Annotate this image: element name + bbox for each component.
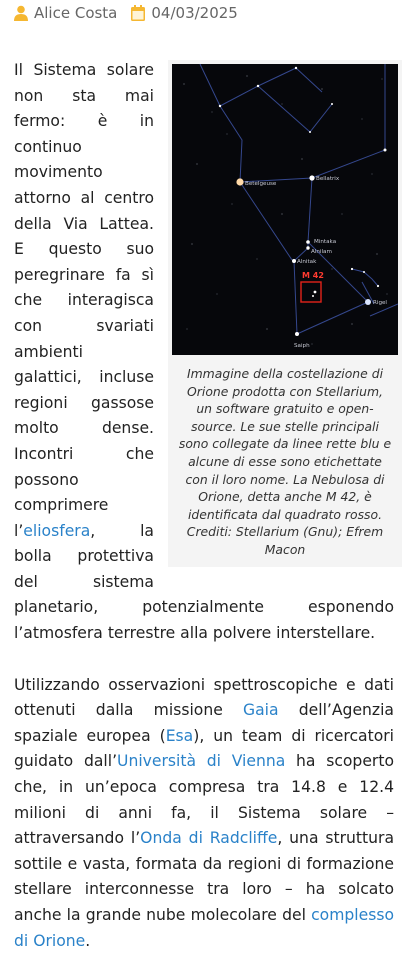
calendar-icon	[131, 5, 145, 21]
author-link[interactable]: Alice Costa	[34, 4, 118, 22]
paragraph-2	[14, 673, 394, 955]
p1-text-b: , la bolla protettiva del sistema planetario, potenzialmente esponendo l’atmosfera terrestre alla polvere interstellare.	[14, 521, 394, 643]
label-alnilam: Alnilam	[311, 249, 332, 255]
orion-complex-link[interactable]: complesso di Orione	[14, 906, 394, 950]
esa-link[interactable]: Esa	[165, 726, 194, 745]
p1-text-a: Il Sistema solare non sta mai fermo: è in continuo movimento attorno al centro della Via Lattea. E questo suo peregrinare fa sì che interagisca con svariati ambienti galattici, incluse regioni gassose molto dense. Incontri che possono comprimere l’	[14, 61, 154, 540]
gaia-link[interactable]: Gaia	[243, 701, 279, 720]
article-body	[14, 58, 394, 980]
radcliffe-wave-link[interactable]: Onda di Radcliffe	[140, 829, 278, 848]
figure-caption: Immagine della costellazione di Orione prodotta con Stellarium, un software gratuito e open-source. Le sue stelle principali sono collegate da linee rette blu e alcune di esse sono etichettate con il loro nome. La Nebulosa di Orione, detta anche M 42, è identificata dal quadrato rosso. Crediti: Stellarium (Gnu); Efrem Macon	[178, 366, 392, 557]
label-mintaka: Mintaka	[314, 239, 337, 245]
label-saiph: Saiph	[294, 343, 310, 349]
p2-text-6: .	[85, 931, 91, 950]
label-m42: M 42	[302, 271, 324, 280]
label-alnitak: Alnitak	[297, 259, 317, 265]
vienna-university-link[interactable]: Università di Vienna	[117, 752, 286, 771]
p2-text-2: dell’Agenzia spaziale europea (	[14, 701, 394, 745]
p2-text-3: ), un team di ricercatori guidato dall’	[14, 726, 394, 771]
label-rigel: Rigel	[373, 300, 387, 306]
p2-text-1: Utilizzando osservazioni spettroscopiche e dati ottenuti dalla missione	[14, 675, 394, 720]
eliosfera-link[interactable]: eliosfera	[23, 521, 91, 540]
orion-figure	[168, 60, 402, 567]
orion-constellation-image[interactable]	[172, 64, 398, 355]
p2-text-4: ha scoperto che, in un’epoca compresa tra 14.8 e 12.4 milioni di anni fa, il Sistema solare – attraversando l’	[14, 752, 394, 848]
label-betelgeuse: Betelgeuse	[245, 181, 277, 187]
p2-text-5: , una struttura sottile e vasta, formata da regioni di formazione stellare interconnesse tra loro – ha solcato anche la grande nube molecolare del	[14, 829, 395, 924]
user-icon	[14, 5, 28, 21]
label-bellatrix: Bellatrix	[316, 176, 340, 182]
article-meta	[14, 0, 238, 26]
publish-date: 04/03/2025	[151, 4, 238, 22]
